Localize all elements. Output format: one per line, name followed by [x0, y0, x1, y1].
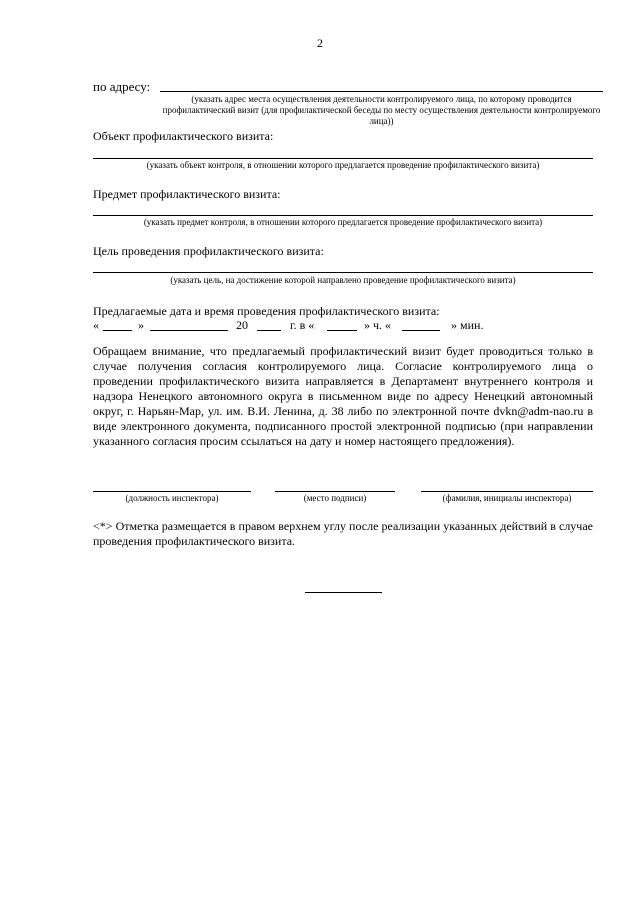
position-line: [93, 491, 251, 492]
year-field: [257, 330, 281, 331]
object-label: Объект профилактического визита:: [93, 129, 274, 143]
day-field: [103, 330, 132, 331]
address-label: по адресу:: [93, 79, 151, 94]
purpose-label: Цель проведения профилактического визита:: [93, 244, 324, 258]
subject-label: Предмет профилактического визита:: [93, 187, 281, 201]
footnote-text: <*> Отметка размещается в правом верхнем углу после реализации указанных действий в случае проведения профилактического визита.: [93, 519, 593, 548]
address-hint: (указать адрес места осуществления деятельности контролируемого лица, по которому проводится профилактический визит (для профилактической беседы по месту осуществления деятельности контролируемого лица)): [162, 94, 601, 126]
minute-field: [402, 330, 440, 331]
year-suffix: г. в «: [290, 318, 315, 332]
purpose-line: [93, 272, 593, 273]
date-open-quote: «: [93, 318, 99, 332]
notice-paragraph: Обращаем внимание, что предлагаемый профилактический визит будет проводиться только в случае получения согласия контролируемого лица. Согласие контролируемого лица о проведении профилактического визита направляется в Департамент внутреннего контроля и надзора Ненецкого автономного округа в письменном виде по адресу Ненецкий автономный округ, г. Нарьян-Мар, ул. им. В.И. Ленина, д. 38 либо по электронной почте dvkn@adm-nao.ru в виде электронного документа, подписанного простой электронной подписью (при направлении указанного согласия просим ссылаться на дату и номер настоящего предложения).: [93, 344, 593, 448]
date-close-quote: »: [138, 318, 144, 332]
datetime-label: Предлагаемые дата и время проведения профилактического визита:: [93, 304, 440, 318]
subject-hint: (указать предмет контроля, в отношении которого предлагается проведение профилактического визита): [143, 217, 543, 227]
page-number: 2: [317, 36, 323, 50]
hour-suffix: » ч. «: [364, 318, 392, 332]
subject-line: [93, 215, 593, 216]
purpose-hint: (указать цель, на достижение которой направлено проведение профилактического визита): [170, 275, 516, 285]
object-line: [93, 158, 593, 159]
closing-rule: [305, 592, 382, 593]
object-hint: (указать объект контроля, в отношении которого предлагается проведение профилактического визита): [146, 160, 540, 170]
month-field: [150, 330, 228, 331]
name-line: [421, 491, 593, 492]
hour-field: [327, 330, 357, 331]
year-prefix: 20: [236, 318, 248, 332]
place-line: [275, 491, 395, 492]
position-hint: (должность инспектора): [125, 493, 219, 503]
address-line: [160, 91, 603, 92]
minute-suffix: » мин.: [451, 318, 484, 332]
place-hint: (место подписи): [303, 493, 367, 503]
name-hint: (фамилия, инициалы инспектора): [442, 493, 572, 503]
